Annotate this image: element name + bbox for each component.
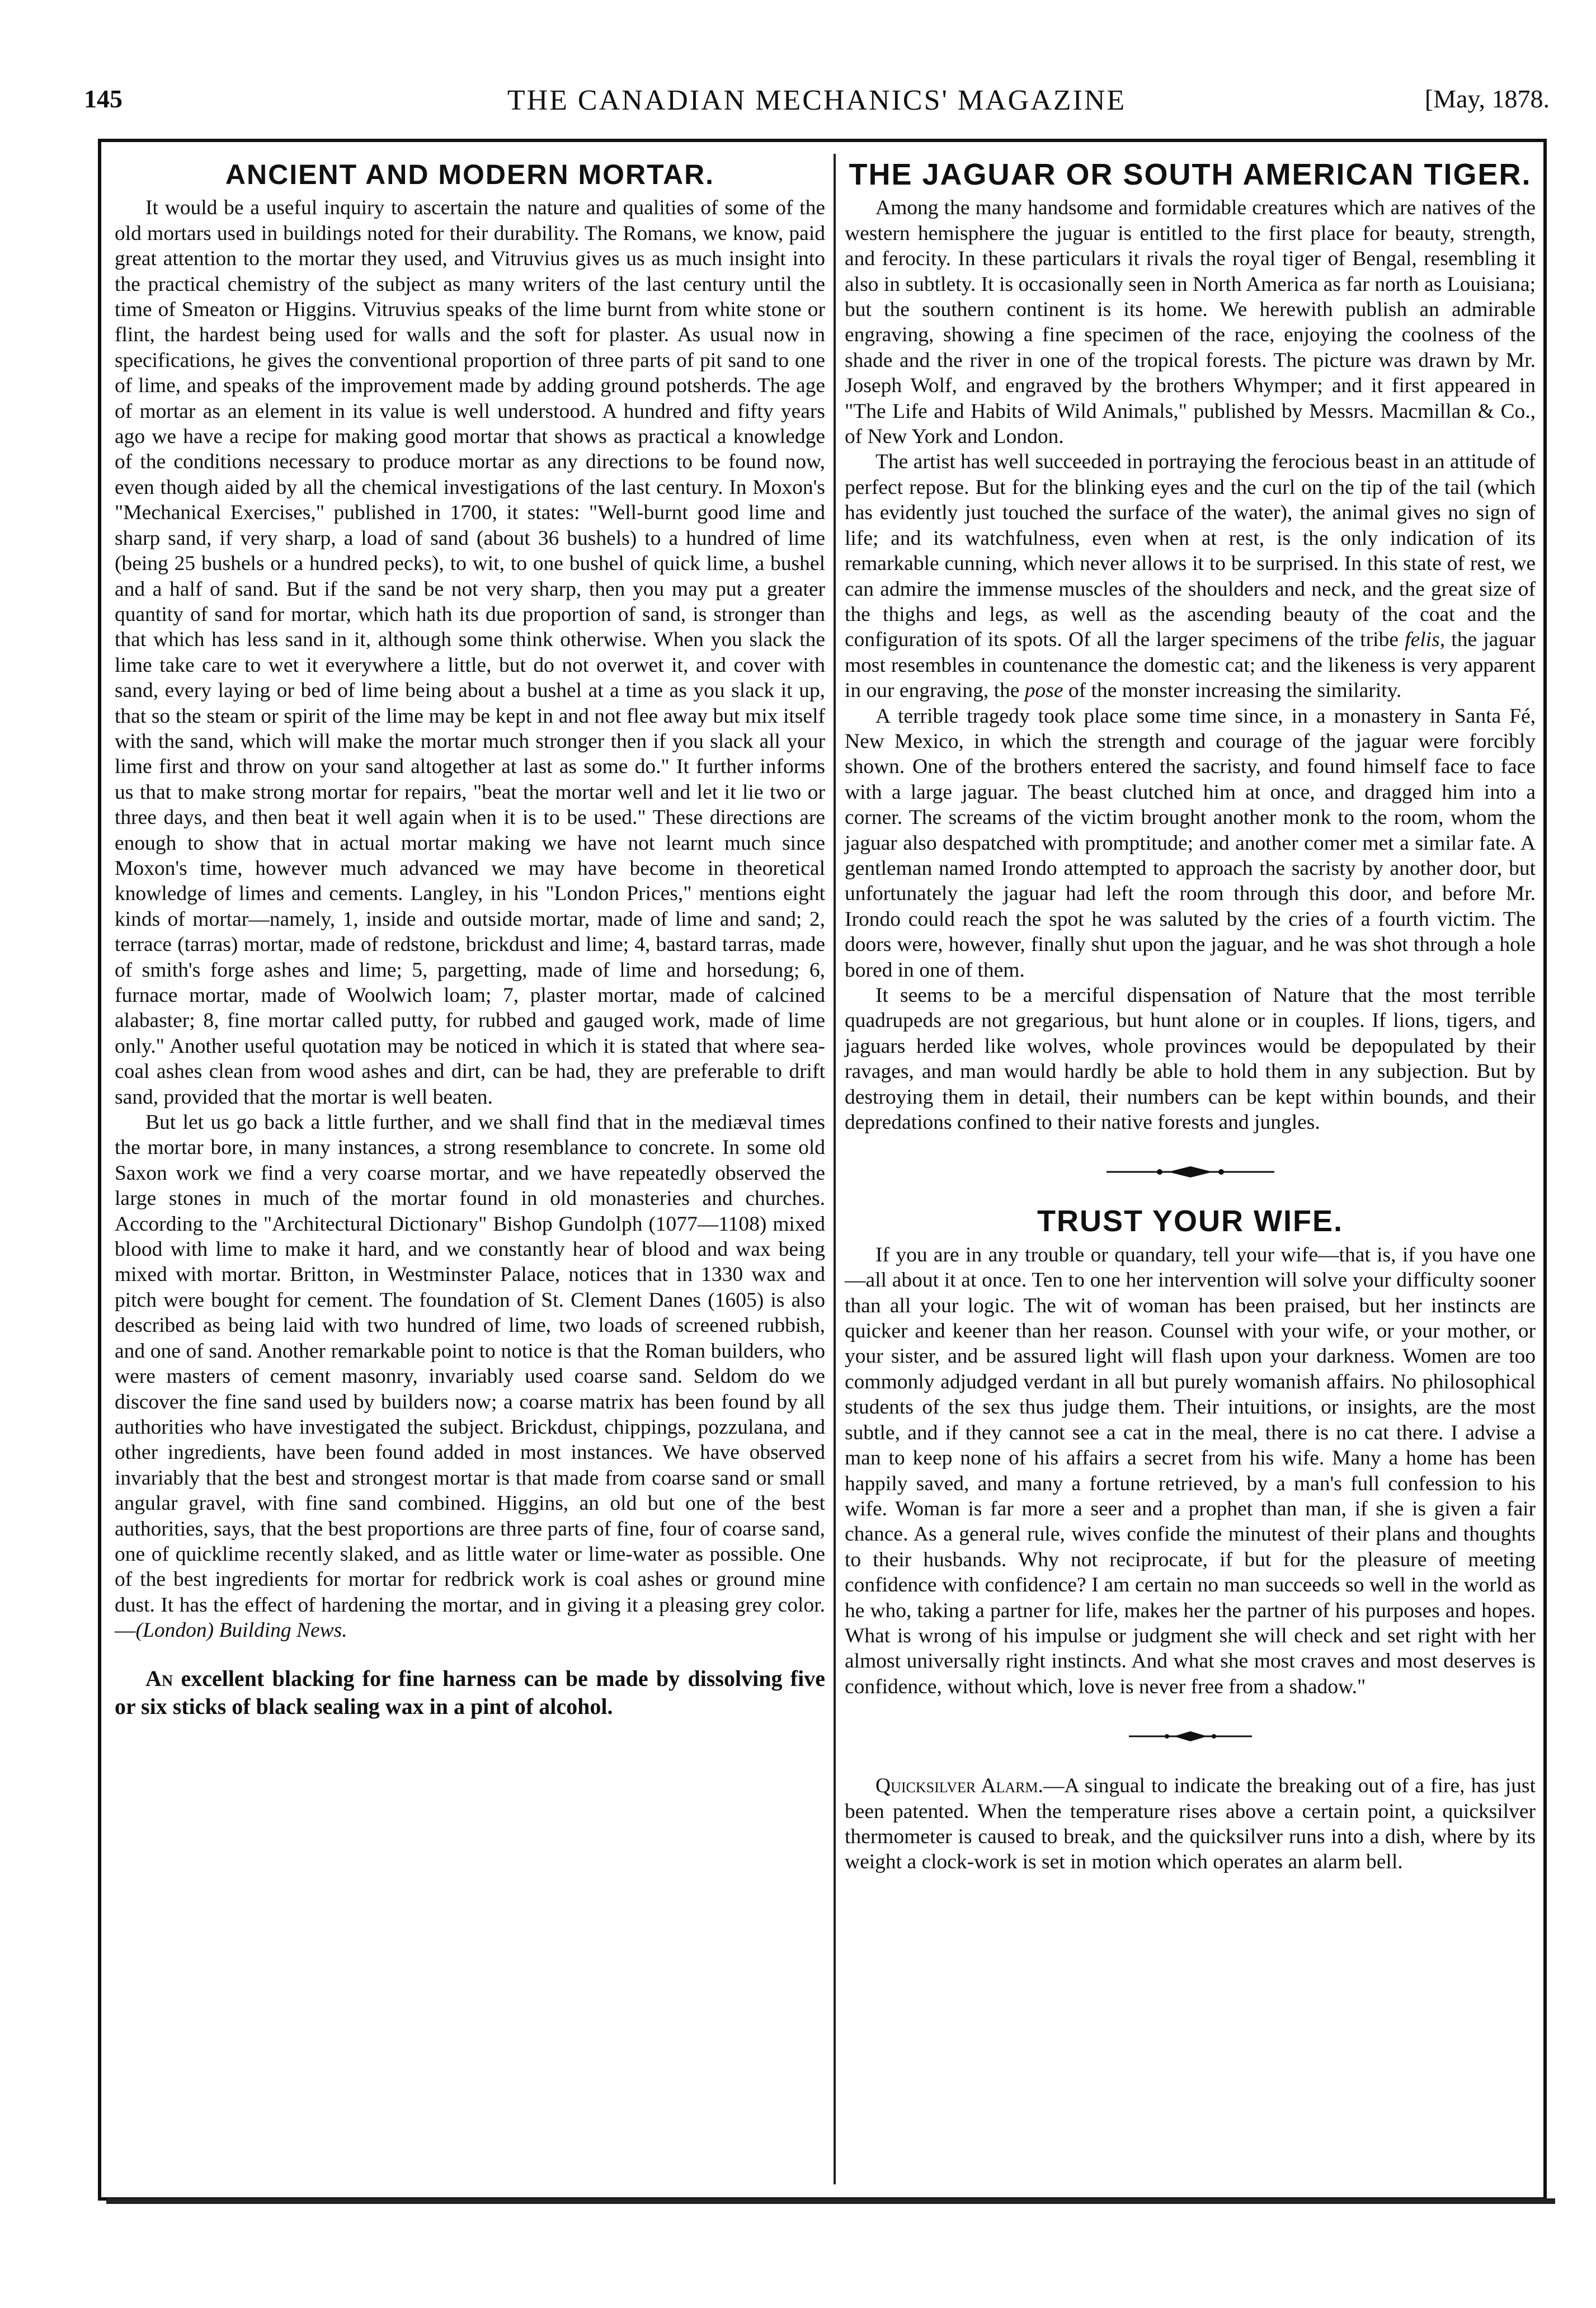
article-title-wife: TRUST YOUR WIFE. — [1037, 1204, 1343, 1238]
jaguar-paragraph-2 — [845, 449, 1536, 703]
column-divider — [834, 154, 836, 2184]
alarm-paragraph — [845, 1773, 1536, 1875]
jaguar-paragraph-2b: , the jaguar most resembles in countenance the domestic cat; and the likeness is very apparent in our engraving, the — [845, 628, 1536, 703]
blacking-note — [115, 1665, 825, 1721]
frame-shadow — [106, 2198, 1555, 2204]
mortar-paragraph-2 — [115, 1110, 825, 1643]
right-column — [845, 158, 1536, 1875]
mortar-paragraph-1: It would be a useful inquiry to ascertain the nature and qualities of some of the old mortars used in buildings noted for their durability. The Romans, we know, paid great attention to the mortar they used, and Vitruvius gives us as much insight into the practical chemistry of the subject as many writers of the last century until the time of Smeaton or Higgins. Vitruvius speaks of the lime burnt from white stone or flint, the hardest being used for walls and the soft for plaster. As usual now in specifications, he gives the conventional proportion of three parts of pit sand to one of lime, and speaks of the improvement made by adding ground potsherds. The age of mortar as an element in its value is well understood. A hundred and fifty years ago we have a recipe for making good mortar that shows as practical a knowledge of the conditions necessary to produce mortar as any directions to be found now, even though aided by all the chemical investigations of the last century. In Moxon's "Mechanical Exercises," published in 1700, it states: "Well-burnt good lime and sharp sand, if very sharp, a load of sand (about 36 bushels) to a hundred of lime (being 25 bushels or a hundred pecks), to wit, to one bushel of quick lime, a bushel and a half of sand. But if the sand be not very sharp, then you may put a greater quantity of sand for mortar, which hath its due proportion of sand, is stronger than that which has less sand in it, although some think otherwise. When you slack the lime take care to wet it everywhere a little, but do not overwet it, and cover with sand, every laying or bed of lime being about a bushel at a time as you slack it up, that so the steam or spirit of the lime may be kept in and not flee away but mix itself with the sand, which will make the mortar much stronger then if you slack all your lime first and throw on your sand altogether at last as some do." It further informs us that to make strong mortar for repairs, "beat the mortar well and let it lie two or three days, and then beat it well again when it is to be used." These directions are enough to show that in actual mortar making we have not learnt much since Moxon's time, however much advanced we may have become in theoretical knowledge of limes and cements. Langley, in his "London Prices," mentions eight kinds of mortar—namely, 1, inside and outside mortar, made of lime and sand; 2, terrace (tarras) mortar, made of redstone, brickdust and lime; 4, bastard tarras, made of smith's forge ashes and lime; 5, pargetting, made of lime and horsedung; 6, furnace mortar, made of Woolwich loam; 7, plaster mortar, made of calcined alabaster; 8, fine mortar called putty, for rubbed and gauged work, made of lime only." Another useful quotation may be noticed in which it is stated that where sea-coal ashes clean from wood ashes and dirt, can be had, they are preferable to drift sand, provided that the mortar is well beaten. — [115, 196, 825, 1109]
mortar-paragraph-2-text: But let us go back a little further, and we shall find that in the mediæval times the mortar bore, in many instances, a strong resemblance to concrete. In some old Saxon work we find a very coarse mortar, and we have repeatedly observed the large stones in much of the mortar found in old monasteries and churches. According to the "Architectural Dictionary" Bishop Gundolph (1077—1108) mixed blood with lime to make it hard, and we constantly hear of blood and wax being mixed with mortar. Britton, in Westminster Palace, notices that in 1330 wax and pitch were bought for cement. The foundation of St. Clement Danes (1605) is also described as being laid with two hundred of lime, two loads of screened rubbish, and one of sand. Another remarkable point to notice is that the Roman builders, who were masters of cement masonry, invariably used coarse sand. Seldom do we discover the fine sand used by builders now; a coarse matrix has been found by all authorities who have investigated the subject. Brickdust, chippings, pozzulana, and other ingredients, have been found added in most instances. We have observed invariably that the best and strongest mortar is that made from coarse sand or small angular gravel, with fine sand combined. Higgins, an old but one of the best authorities, says, that the best proportions are three parts of fine, four of coarse sand, one of quicklime recently slaked, and as little water or lime-water as possible. One of the best ingredients for mortar for redbrick work is coal ashes or ground mine dust. It has the effect of hardening the mortar, and in giving it a pleasing grey color.— — [115, 1111, 825, 1642]
wife-paragraph-1: If you are in any trouble or quandary, tell your wife—that is, if you have one—all about it at once. Ten to one her intervention will solve your difficulty sooner than all your logic. The wit of woman has been praised, but her instincts are quicker and keener than her reason. Counsel with your wife, or your mother, or your sister, and be assured light will flash upon your darkness. Women are too commonly adjudged verdant in all but purely womanish affairs. No philosophical students of the sex thus judge them. Their intuitions, or insights, are the most subtle, and if they cannot see a cat in the meal, there is no cat there. I advise a man to keep none of his affairs a secret from his wife. Many a home has been happily saved, and many a fortune retrieved, by a man's full confession to his wife. Woman is far more a seer and a prophet than man, if she is given a fair chance. As a general rule, wives confide the minutest of their plans and thoughts to their husbands. Why not reciprocate, if but for the pleasure of meeting confidence with confidence? I am certain no man succeeds so well in the world as he who, taking a partner for life, makes her the partner of his purposes and hopes. What is wrong of his impulse or judgment she will check and set right with her almost universally right instincts. And what she most craves and most deserves is confidence, without which, love is never free from a shadow." — [845, 1243, 1536, 1698]
jaguar-paragraph-3: A terrible tragedy took place some time since, in a monastery in Santa Fé, New Mexico, in which the strength and courage of the jaguar were forcibly shown. One of the brothers entered the sacristy, and found himself face to face with a large jaguar. The beast clutched him at once, and dragged him into a corner. The screams of the victim brought another monk to the room, whom the jaguar also despatched with promptitude; and another comer met a similar fate. A gentleman named Irondo attempted to approach the sacristy by another door, but unfortunately the jaguar had left the room through this door, and before Mr. Irondo could reach the spot he was saluted by the cries of a fourth victim. The doors were, however, finally shut upon the jaguar, and he was shot through a hole bored in one of them. — [845, 704, 1536, 982]
jaguar-paragraph-2a: The artist has well succeeded in portraying the ferocious beast in an attitude of perfect repose. But for the blinking eyes and the curl on the tip of the tail (which has evidently just touched the surface of the water), the animal gives no sign of life; and its watchfulness, even when at rest, is the only indication of its remarkable cunning, which never allows it to be surprised. In this state of rest, we can admire the immense muscles of the shoulders and neck, and the great size of the thighs and legs, as well as the ascending beauty of the coat and the configuration of its spots. Of all the larger specimens of the tribe — [845, 450, 1536, 652]
ornamental-rule-2 — [845, 1725, 1536, 1748]
jaguar-paragraph-1: Among the many handsome and formidable creatures which are natives of the western hemisphere the juguar is entitled to the first place for beauty, strength, and ferocity. In these particulars it rivals the royal tiger of Bengal, resembling it also in subtlety. It is occasionally seen in North America as far north as Louisiana; but the southern continent is its home. We herewith publish an admirable engraving, showing a fine specimen of the race, enjoying the coolness of the shade and the river in one of the tropical forests. The picture was drawn by Mr. Joseph Wolf, and engraved by the brothers Whymper; and it first appeared in "The Life and Habits of Wild Animals," published by Messrs. Macmillan & Co., of New York and London. — [845, 196, 1536, 449]
page-number: 145 — [84, 84, 123, 113]
ornament-icon — [1107, 1161, 1274, 1183]
magazine-title: THE CANADIAN MECHANICS' MAGAZINE — [507, 84, 1127, 116]
jaguar-felis: felis — [1405, 628, 1440, 652]
ornamental-rule-1 — [845, 1161, 1536, 1183]
page-header — [84, 84, 1550, 123]
ornament-icon — [1129, 1725, 1252, 1748]
alarm-text: —A singual to indicate the breaking out of a fire, has just been patented. When the temperature rises above a certain point, a quicksilver thermometer is caused to break, and the quicksilver runs into a dish, where by its weight a clock-work is set in motion which operates an alarm bell. — [845, 1774, 1536, 1874]
jaguar-paragraph-2c: of the monster increasing the similarity. — [1063, 679, 1402, 703]
left-column — [115, 159, 825, 1721]
issue-date: [May, 1878. — [1424, 84, 1550, 113]
article-title-jaguar: THE JAGUAR OR SOUTH AMERICAN TIGER. — [849, 158, 1532, 191]
blacking-note-lead: An — [145, 1665, 173, 1691]
mortar-source: (London) Building News. — [135, 1619, 347, 1642]
alarm-lead: Quicksilver Alarm. — [875, 1774, 1043, 1798]
article-title-mortar: ANCIENT AND MODERN MORTAR. — [225, 159, 715, 190]
jaguar-paragraph-4: It seems to be a merciful dispensation of Nature that the most terrible quadrupeds are not gregarious, but hunt alone or in couples. If lions, tigers, and jaguars herded like wolves, whole provinces would be depopulated by their ravages, and man would hardly be able to hold them in any subjection. But by destroying them in detail, their numbers can be kept within bounds, and their depredations confined to their native forests and jungles. — [845, 984, 1536, 1134]
jaguar-pose: pose — [1024, 679, 1063, 703]
blacking-note-text: excellent blacking for fine harness can be made by dissolving five or six sticks of black sealing wax in a pint of alcohol. — [115, 1665, 825, 1719]
